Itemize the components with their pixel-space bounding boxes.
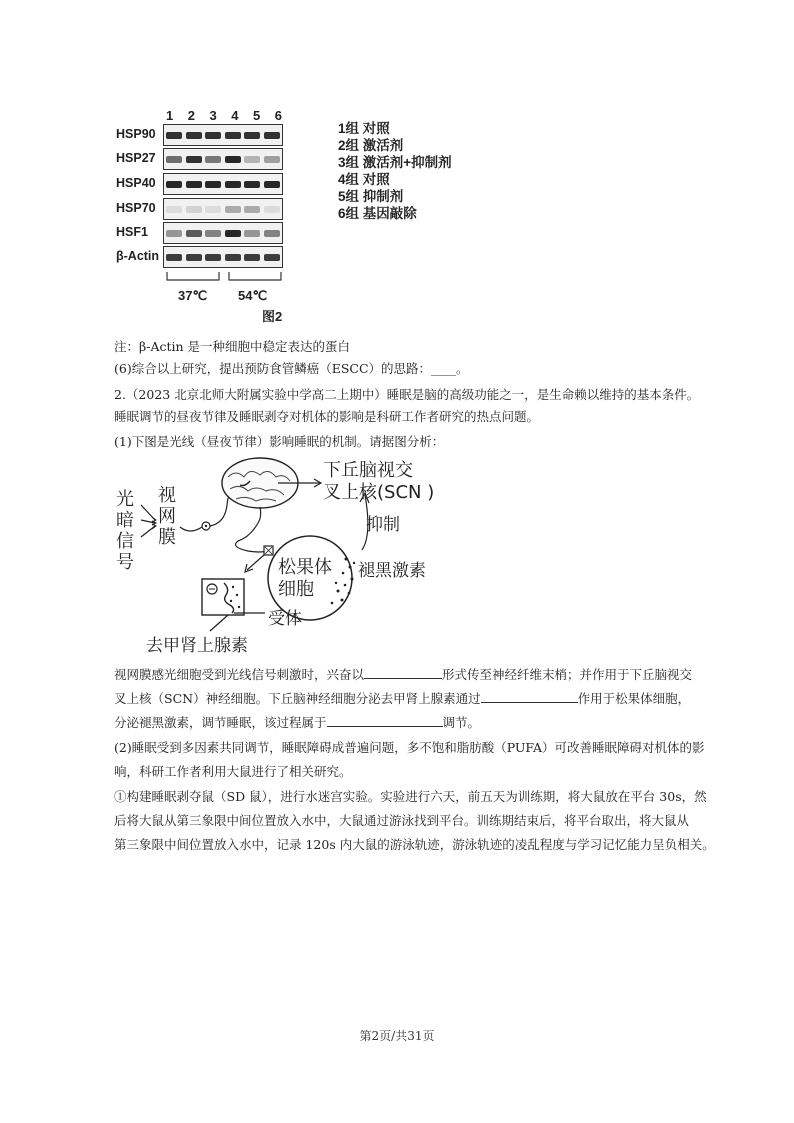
blot-band [166, 230, 182, 237]
answer-blank[interactable] [364, 666, 442, 679]
protein-label: HSP70 [116, 201, 156, 215]
blot-strip [163, 148, 283, 170]
protein-label: HSP40 [116, 176, 156, 190]
blot-band [225, 206, 241, 213]
blot-band [244, 254, 260, 261]
blot-band [225, 254, 241, 261]
blot-row [114, 173, 294, 195]
blot-band [225, 132, 241, 139]
blot-band [186, 156, 202, 163]
part-2-line-2: 响，科研工作者利用大鼠进行了相关研究。 [114, 764, 352, 779]
light-sleep-mechanism-diagram [110, 455, 440, 660]
lane-numbers [166, 108, 282, 124]
question-2-line-2: 睡眠调节的昼夜节律及睡眠剥夺对机体的影响是科研工作者研究的热点问题。 [114, 409, 540, 424]
lane-number: 6 [274, 108, 282, 123]
inhibit-label: 抑制 [366, 515, 400, 535]
fill-text: 作用于松果体细胞， [577, 691, 691, 706]
scn-label-line: 下丘脑视交 [323, 460, 413, 481]
fill-text: 视网膜感光细胞受到光线信号刺激时，兴奋以 [114, 667, 365, 682]
part-2-item-1-line-1: ①构建睡眠剥夺鼠（SD 鼠），进行水迷宫实验。实验进行六天，前五天为训练期，将大鼠放在平台 30s，然 [114, 789, 707, 804]
signal-char: 暗 [116, 510, 134, 531]
blot-band [205, 254, 221, 261]
fill-line-3 [114, 712, 480, 734]
pineal-label-line: 松果体 [278, 557, 332, 578]
blot-band [264, 206, 280, 213]
retina-char: 膜 [158, 527, 176, 548]
fill-line-1 [114, 664, 692, 686]
blot-strip [163, 173, 283, 195]
blot-band [166, 156, 182, 163]
retina-char: 网 [158, 506, 176, 527]
blot-band [166, 206, 182, 213]
scn-label [323, 460, 434, 504]
note-text: 注：β-Actin 是一种细胞中稳定表达的蛋白 [114, 339, 351, 354]
lane-number: 4 [231, 108, 239, 123]
blot-band [205, 206, 221, 213]
blot-band [166, 254, 182, 261]
blot-band [264, 181, 280, 188]
page-footer: 第2页/共31页 [359, 1029, 435, 1043]
blot-band [186, 132, 202, 139]
blot-band [186, 206, 202, 213]
legend-item: 3组 激活剂+抑制剂 [338, 155, 452, 170]
legend-item: 2组 激活剂 [338, 138, 404, 153]
blot-band [205, 230, 221, 237]
lane-number: 3 [209, 108, 217, 123]
pineal-label-line: 细胞 [278, 579, 314, 600]
brain-illustration [222, 458, 298, 523]
lane-number: 1 [166, 108, 174, 123]
blot-band [264, 254, 280, 261]
blot-row [114, 222, 294, 244]
blot-band [244, 156, 260, 163]
blot-row [114, 198, 294, 220]
blot-band [264, 156, 280, 163]
blot-band [186, 230, 202, 237]
blot-band [166, 132, 182, 139]
blot-band [225, 230, 241, 237]
blot-band [186, 181, 202, 188]
blot-band [205, 132, 221, 139]
blot-band [205, 181, 221, 188]
signal-char: 号 [116, 552, 134, 573]
light-dark-signal-label [116, 489, 134, 573]
question-2-line-1: 2.（2023 北京北师大附属实验中学高二上期中）睡眠是脑的高级功能之一，是生命赖以维持的基本条件。 [114, 387, 700, 402]
blot-band [244, 132, 260, 139]
blot-strip [163, 124, 283, 146]
lane-number: 2 [187, 108, 195, 123]
group-legend [338, 120, 452, 222]
lane-number: 5 [253, 108, 261, 123]
protein-label: HSP27 [116, 151, 156, 165]
blot-strip [163, 198, 283, 220]
signal-char: 光 [116, 489, 134, 510]
retina-label [158, 485, 176, 548]
question-6: (6)综合以上研究，提出预防食管鳞癌（ESCC）的思路：____。 [114, 361, 469, 376]
blot-band [225, 156, 241, 163]
norepinephrine-label: 去甲肾上腺素 [146, 636, 248, 656]
temp-label-54: 54℃ [238, 288, 268, 303]
receptor-label: 受体 [268, 609, 302, 629]
fill-text: 调节。 [442, 715, 481, 730]
fill-text: 分泌褪黑激素，调节睡眠，该过程属于 [114, 715, 327, 730]
pineal-cell-label [278, 557, 332, 601]
signal-char: 信 [116, 531, 134, 552]
answer-blank[interactable] [481, 690, 578, 703]
temp-label-37: 37℃ [178, 288, 208, 303]
blot-band [264, 132, 280, 139]
blot-strip [163, 246, 283, 268]
blot-band [166, 181, 182, 188]
part-2-item-1-line-3: 第三象限中间位置放入水中，记录 120s 内大鼠的游泳轨迹，游泳轨迹的凌乱程度与学习记忆能力呈负相关。 [114, 837, 715, 852]
part-2-item-1-line-2: 后将大鼠从第三象限中间位置放入水中，大鼠通过游泳找到平台。训练期结束后，将平台取出，将大鼠从 [114, 813, 690, 828]
figure-caption: 图2 [262, 309, 283, 324]
western-blot-figure [114, 108, 294, 328]
fill-line-2 [114, 688, 690, 710]
legend-item: 5组 抑制剂 [338, 189, 404, 204]
retina-char: 视 [158, 485, 176, 506]
blot-row [114, 148, 294, 170]
blot-band [186, 254, 202, 261]
blot-strip [163, 222, 283, 244]
blot-row [114, 124, 294, 146]
scn-label-line: 叉上核(SCN ) [323, 482, 435, 503]
fill-text: 叉上核（SCN）神经细胞。下丘脑神经细胞分泌去甲肾上腺素通过 [114, 691, 481, 706]
question-2-part-1: (1)下图是光线（昼夜节律）影响睡眠的机制。请据图分析： [114, 434, 445, 449]
protein-label: HSF1 [116, 225, 148, 239]
blot-band [244, 230, 260, 237]
answer-blank[interactable] [327, 714, 443, 727]
melatonin-label: 褪黑激素 [358, 561, 426, 581]
blot-band [244, 206, 260, 213]
legend-item: 4组 对照 [338, 172, 390, 187]
protein-label: HSP90 [116, 127, 156, 141]
blot-band [205, 156, 221, 163]
part-2-line-1: (2)睡眠受到多因素共同调节，睡眠障碍成普遍问题，多不饱和脂肪酸（PUFA）可改善睡眠障碍对机体的影 [114, 740, 705, 755]
fill-text: 形式传至神经纤维末梢；并作用于下丘脑视交 [442, 667, 693, 682]
protein-label: β-Actin [116, 249, 160, 263]
blot-band [264, 230, 280, 237]
blot-band [244, 181, 260, 188]
blot-row [114, 246, 294, 268]
legend-item: 1组 对照 [338, 121, 390, 136]
legend-item: 6组 基因敲除 [338, 206, 417, 221]
blot-band [225, 181, 241, 188]
